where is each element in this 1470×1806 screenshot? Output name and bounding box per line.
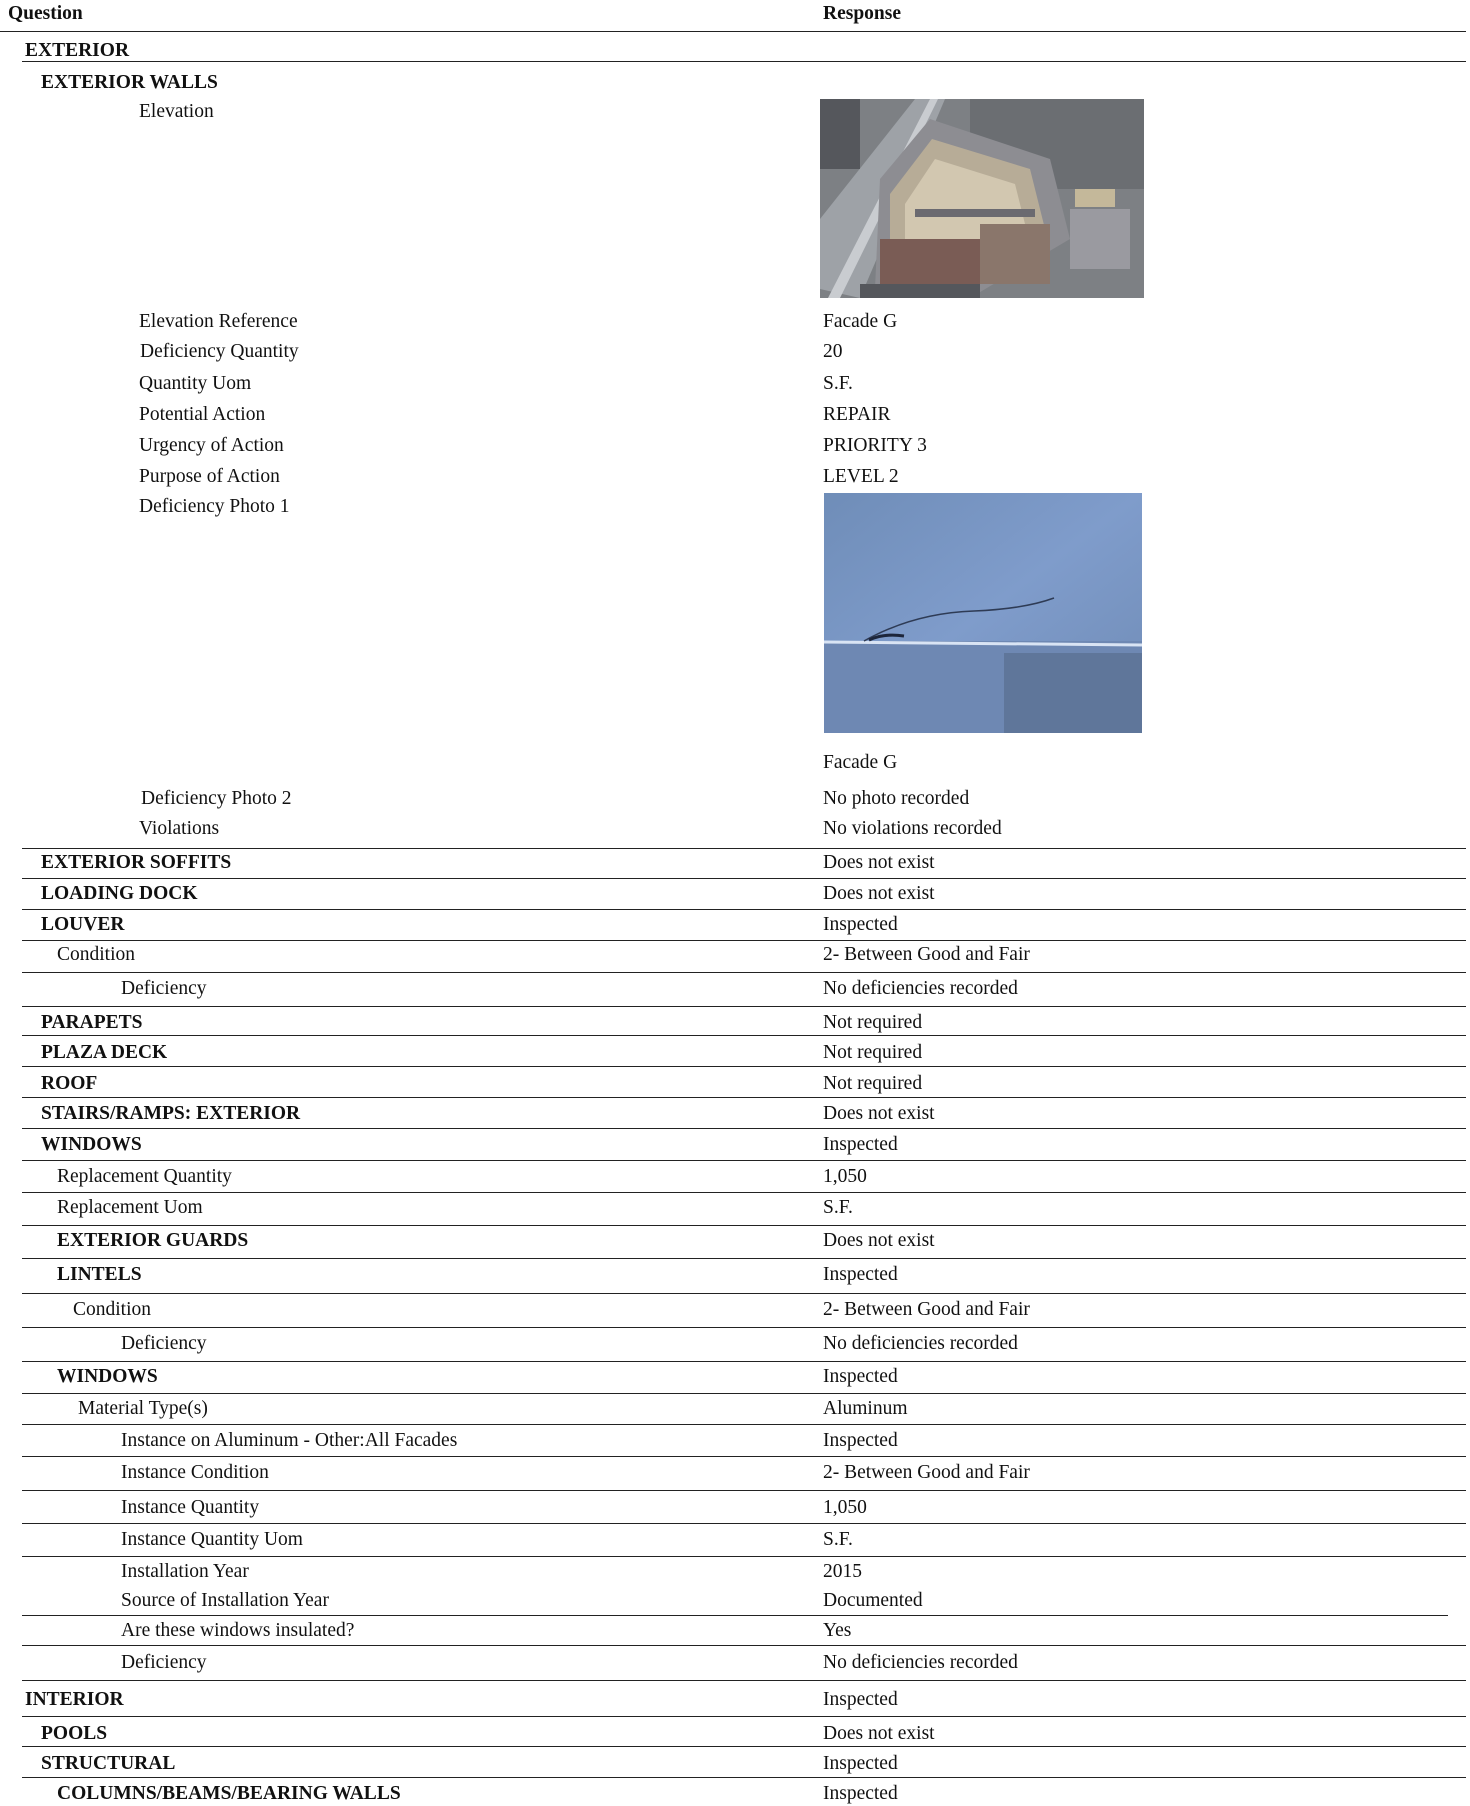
response-2-between-good-and-fair-27: 2- Between Good and Fair — [823, 1299, 1030, 1320]
response-no-deficiencies-recorded-28: No deficiencies recorded — [823, 1333, 1018, 1354]
response-s-f-24: S.F. — [823, 1197, 853, 1218]
response-not-required-20: Not required — [823, 1073, 923, 1094]
column-header-question: Question — [8, 3, 83, 24]
question-deficiency-quantity-4: Deficiency Quantity — [140, 341, 299, 362]
row-divider — [22, 1556, 1466, 1557]
response-inspected-41: Inspected — [823, 1753, 898, 1774]
question-elevation-2: Elevation — [139, 101, 214, 122]
response-inspected-29: Inspected — [823, 1366, 898, 1387]
response-1-050-33: 1,050 — [823, 1497, 867, 1518]
question-condition-27: Condition — [73, 1299, 152, 1320]
question-instance-quantity-uom-34: Instance Quantity Uom — [121, 1529, 303, 1550]
response-inspected-15: Inspected — [823, 914, 898, 935]
response-inspected-42: Inspected — [823, 1783, 898, 1804]
question-exterior-0: EXTERIOR — [25, 40, 130, 61]
response-not-required-18: Not required — [823, 1012, 923, 1033]
question-columns-beams-bearing-walls-42: COLUMNS/BEAMS/BEARING WALLS — [57, 1783, 401, 1804]
response-inspected-39: Inspected — [823, 1689, 898, 1710]
question-installation-year-35: Installation Year — [121, 1561, 249, 1582]
row-divider — [22, 940, 1466, 941]
question-structural-41: STRUCTURAL — [41, 1753, 176, 1774]
row-divider — [22, 1490, 1466, 1491]
response-repair-6: REPAIR — [823, 404, 891, 425]
row-divider — [22, 1066, 1466, 1067]
question-lintels-26: LINTELS — [57, 1264, 142, 1285]
response-facade-g-10: Facade G — [823, 752, 898, 773]
response-inspected-31: Inspected — [823, 1430, 898, 1451]
row-divider — [22, 1615, 1448, 1616]
response-does-not-exist-21: Does not exist — [823, 1103, 935, 1124]
question-deficiency-17: Deficiency — [121, 978, 207, 999]
deficiency-photo-1 — [824, 493, 1142, 733]
row-divider — [22, 1160, 1466, 1161]
response-no-deficiencies-recorded-38: No deficiencies recorded — [823, 1652, 1018, 1673]
row-divider — [22, 1192, 1466, 1193]
question-plaza-deck-19: PLAZA DECK — [41, 1042, 168, 1063]
row-divider — [22, 1746, 1466, 1747]
response-priority-3-7: PRIORITY 3 — [823, 435, 927, 456]
row-divider — [22, 1393, 1466, 1394]
row-divider — [22, 1128, 1466, 1129]
row-divider — [22, 878, 1466, 879]
response-does-not-exist-25: Does not exist — [823, 1230, 935, 1251]
question-are-these-windows-insulated-37: Are these windows insulated? — [121, 1620, 355, 1641]
question-stairs-ramps-exterior-21: STAIRS/RAMPS: EXTERIOR — [41, 1103, 301, 1124]
row-divider — [22, 1006, 1466, 1007]
question-replacement-uom-24: Replacement Uom — [57, 1197, 203, 1218]
question-deficiency-28: Deficiency — [121, 1333, 207, 1354]
response-no-violations-recorded-12: No violations recorded — [823, 818, 1002, 839]
row-divider — [22, 1424, 1466, 1425]
response-s-f-34: S.F. — [823, 1529, 853, 1550]
question-louver-15: LOUVER — [41, 914, 125, 935]
question-deficiency-photo-2-11: Deficiency Photo 2 — [141, 788, 292, 809]
question-violations-12: Violations — [139, 818, 220, 839]
row-divider — [22, 1456, 1466, 1457]
response-2015-35: 2015 — [823, 1561, 862, 1582]
question-roof-20: ROOF — [41, 1073, 98, 1094]
response-1-050-23: 1,050 — [823, 1166, 867, 1187]
row-divider — [22, 1680, 1466, 1681]
question-parapets-18: PARAPETS — [41, 1012, 143, 1033]
question-quantity-uom-5: Quantity Uom — [139, 373, 252, 394]
row-divider — [22, 1293, 1466, 1294]
question-instance-condition-32: Instance Condition — [121, 1462, 269, 1483]
response-no-photo-recorded-11: No photo recorded — [823, 788, 970, 809]
response-20-4: 20 — [823, 341, 843, 362]
question-condition-16: Condition — [57, 944, 136, 965]
question-windows-29: WINDOWS — [57, 1366, 158, 1387]
row-divider — [22, 61, 1466, 62]
row-divider — [22, 1716, 1466, 1717]
response-level-2-8: LEVEL 2 — [823, 466, 899, 487]
question-material-type-s-30: Material Type(s) — [78, 1398, 208, 1419]
response-aluminum-30: Aluminum — [823, 1398, 908, 1419]
question-purpose-of-action-8: Purpose of Action — [139, 466, 280, 487]
row-divider — [22, 1035, 1466, 1036]
question-urgency-of-action-7: Urgency of Action — [139, 435, 284, 456]
response-2-between-good-and-fair-32: 2- Between Good and Fair — [823, 1462, 1030, 1483]
question-pools-40: POOLS — [41, 1723, 108, 1744]
response-does-not-exist-14: Does not exist — [823, 883, 935, 904]
response-inspected-26: Inspected — [823, 1264, 898, 1285]
response-does-not-exist-40: Does not exist — [823, 1723, 935, 1744]
response-facade-g-3: Facade G — [823, 311, 898, 332]
row-divider — [22, 848, 1466, 849]
question-exterior-walls-1: EXTERIOR WALLS — [41, 72, 218, 93]
question-windows-22: WINDOWS — [41, 1134, 142, 1155]
row-divider — [22, 1777, 1466, 1778]
response-s-f-5: S.F. — [823, 373, 853, 394]
question-instance-on-aluminum-other-all-facades-31: Instance on Aluminum - Other:All Facades — [121, 1430, 458, 1451]
response-2-between-good-and-fair-16: 2- Between Good and Fair — [823, 944, 1030, 965]
question-deficiency-photo-1-9: Deficiency Photo 1 — [139, 496, 290, 517]
question-exterior-guards-25: EXTERIOR GUARDS — [57, 1230, 249, 1251]
row-divider — [22, 1225, 1466, 1226]
question-loading-dock-14: LOADING DOCK — [41, 883, 198, 904]
row-divider — [22, 1361, 1466, 1362]
row-divider — [22, 972, 1466, 973]
response-yes-37: Yes — [823, 1620, 852, 1641]
row-divider — [22, 1258, 1466, 1259]
response-not-required-19: Not required — [823, 1042, 923, 1063]
question-exterior-soffits-13: EXTERIOR SOFFITS — [41, 852, 232, 873]
question-interior-39: INTERIOR — [25, 1689, 124, 1710]
question-instance-quantity-33: Instance Quantity — [121, 1497, 260, 1518]
elevation-photo — [820, 99, 1144, 298]
row-divider — [22, 1327, 1466, 1328]
response-inspected-22: Inspected — [823, 1134, 898, 1155]
column-header-response: Response — [823, 3, 902, 24]
header-divider — [0, 31, 1466, 32]
response-documented-36: Documented — [823, 1590, 923, 1611]
row-divider — [22, 1523, 1466, 1524]
row-divider — [22, 1645, 1466, 1646]
row-divider — [22, 909, 1466, 910]
question-potential-action-6: Potential Action — [139, 404, 266, 425]
row-divider — [22, 1097, 1466, 1098]
response-no-deficiencies-recorded-17: No deficiencies recorded — [823, 978, 1018, 999]
question-replacement-quantity-23: Replacement Quantity — [57, 1166, 232, 1187]
question-source-of-installation-year-36: Source of Installation Year — [121, 1590, 329, 1611]
question-elevation-reference-3: Elevation Reference — [139, 311, 298, 332]
question-deficiency-38: Deficiency — [121, 1652, 207, 1673]
response-does-not-exist-13: Does not exist — [823, 852, 935, 873]
